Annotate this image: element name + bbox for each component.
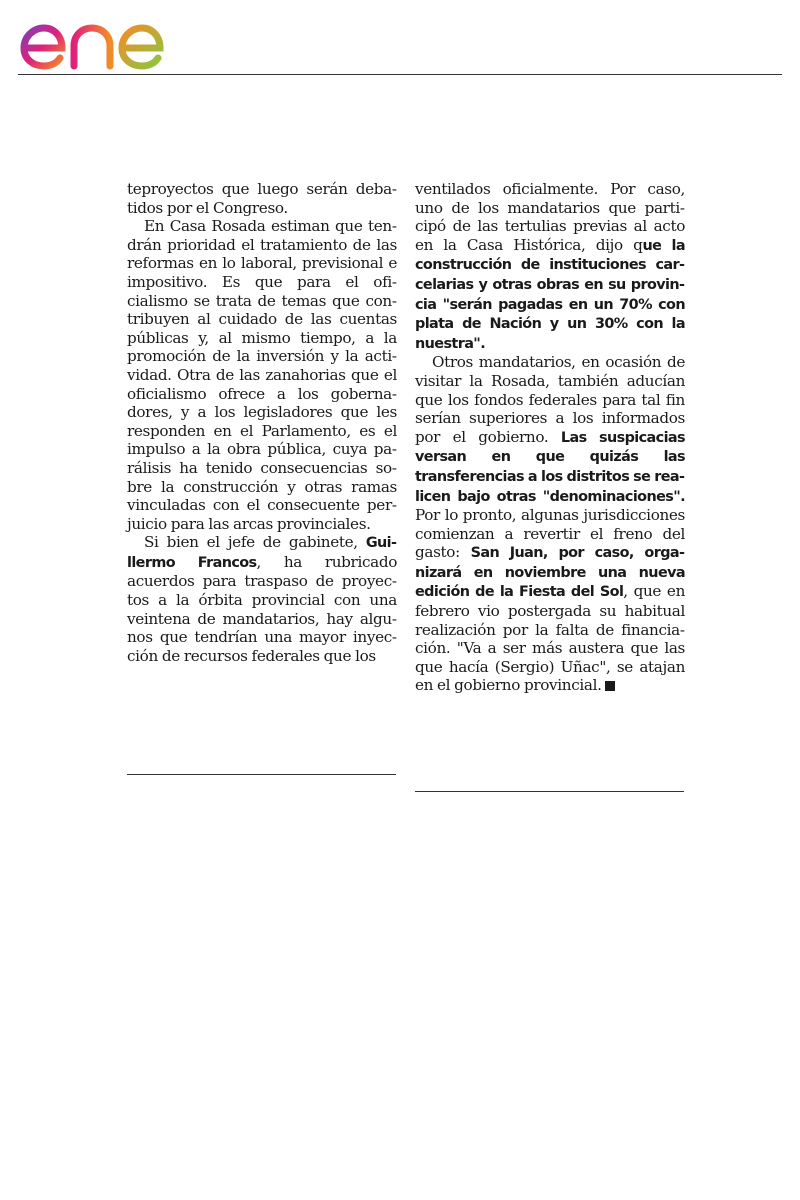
article-paragraph	[415, 180, 685, 353]
body-text: teproyectos que luego serán debatidos por el Congreso.	[127, 180, 397, 217]
body-text: Si bien el jefe de gabinete,	[144, 533, 366, 552]
body-text: Otros mandatarios, en ocasión de visitar la Rosada, también aducían que los fondos federales para tal fin serían superiores a los informados por el gobierno.	[415, 353, 685, 446]
body-text: En Casa Rosada estiman que tendrán prioridad el tratamiento de las reformas en lo laboral, previsional e impositivo. Es que para el oficialismo se trata de temas que contribuyen al cuidado de las cuentas públicas y, al mismo tiempo, a la promoción de la inversión y la actividad. Otra de las zanahorias que el oficialismo ofrece a los gobernadores, y a los legisladores que les responden en el Parlamento, es el impulso a la obra pública, cuya parálisis ha tenido consecuencias sobre la construcción y otras ramas vinculadas con el consecuente perjuicio para las arcas provinciales.	[127, 217, 397, 533]
column-end-rule-right	[415, 791, 684, 792]
body-text: Por lo pronto, algunas jurisdicciones comienzan a revertir el freno del gasto:	[415, 506, 685, 562]
enel-logo	[18, 6, 193, 70]
article-paragraph	[127, 180, 397, 217]
header-rule	[18, 74, 782, 75]
article-column-right	[415, 180, 685, 695]
article-column-left	[127, 180, 397, 665]
article-paragraph	[127, 217, 397, 533]
highlighted-text: Guillermo Francos	[127, 535, 397, 571]
end-of-article-mark	[605, 681, 615, 691]
article-paragraph	[415, 353, 685, 695]
highlighted-text: Las suspicacias versan en que quizás las transferencias a los distritos se realicen bajo otras "denominaciones".	[415, 429, 686, 505]
body-text: , que en febrero vio postergada su habitual realización por la falta de financiación. "Va a ser más austera que las que hacía (Sergio) Uñac", se atajan en el gobierno provincial.	[415, 582, 685, 695]
body-text: , ha rubricado acuerdos para traspaso de proyectos a la órbita provincial con una veintena de mandatarios, hay algunos que tendrían una mayor inyección de recursos federales que los	[127, 552, 397, 665]
highlighted-text: ue la construcción de instituciones carcelarias y otras obras en su provincia "serán pagadas en un 70% con plata de Nación y un 30% con la nuestra".	[415, 237, 685, 352]
highlighted-text: San Juan, por caso, organizará en noviembre una nueva edición de la Fiesta del Sol	[415, 545, 685, 601]
body-text: ventilados oficialmente. Por caso, uno de los mandatarios que participó de las tertulias previas al acto en la Casa Histórica, dijo q	[415, 180, 685, 254]
column-end-rule-left	[127, 774, 396, 775]
article-paragraph	[127, 533, 397, 665]
